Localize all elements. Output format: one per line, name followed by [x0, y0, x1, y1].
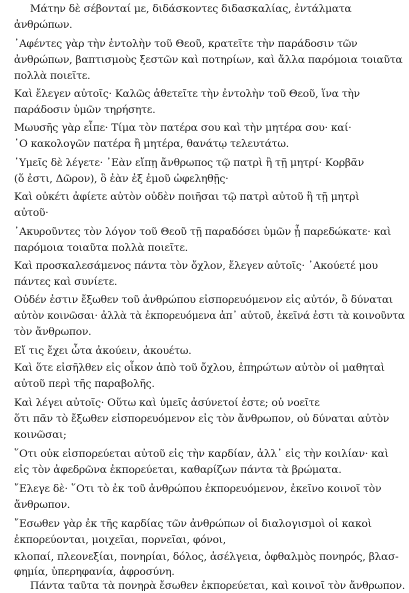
text-line: ῾Ο κακολογῶν πατέρα ἢ μητέρα, θανάτῳ τελευτάτω. — [14, 138, 289, 150]
text-line: αὐτοῦ· — [14, 207, 49, 219]
text-line: κλοπαί, πλεονεξίαι, πονηρίαι, δόλος, ἀσέλγεια, ὀφθαλμὸς πονηρός, βλασ- — [14, 551, 399, 563]
text-line: ᾿Αφέντες γὰρ τὴν ἐντολὴν τοῦ Θεοῦ, κρατεῖτε τὴν παράδοσιν τῶν — [14, 38, 358, 50]
text-line: Πάντα ταῦτα τὰ πονηρὰ ἔσωθεν ἐκπορεύεται, καὶ κοινοῖ τὸν ἄνθρωπον. — [30, 580, 406, 592]
text-line: πάντες καὶ συνίετε. — [14, 276, 118, 288]
text-line: ἀνθρώπων. — [14, 19, 73, 31]
text-line: Καὶ οὐκέτι ἀφίετε αὐτὸν οὐδὲν ποιῆσαι τῷ πατρὶ αὐτοῦ ἢ τῇ μητρὶ — [14, 191, 360, 203]
text-line: ἄνθρωπον. — [14, 499, 71, 511]
text-line: αὐτὸν κοινῶσαι· ἀλλὰ τὰ ἐκπορευόμενα ἀπ᾿ αὐτοῦ, ἐκεῖνά ἐστι τὰ κοινοῦντα — [14, 310, 405, 322]
text-line: ἀνθρώπων, βαπτισμοὺς ξεστῶν καὶ ποτηρίων, καὶ ἄλλα παρόμοια τοιαῦτα — [14, 54, 403, 66]
text-line: (ὅ ἐστι, Δῶρον), ὃ ἐὰν ἐξ ἐμοῦ ὠφεληθῇς· — [14, 173, 229, 185]
text-line: ἐκπορεύονται, μοιχεῖαι, πορνεῖαι, φόνοι, — [14, 534, 226, 546]
text-line: φημία, ὑπερηφανία, ἀφροσύνη. — [14, 566, 175, 578]
text-line: Καὶ ὅτε εἰσῆλθεν εἰς οἶκον ἀπὸ τοῦ ὄχλου, ἐπηρώτων αὐτὸν οἱ μαθηταὶ — [14, 362, 385, 374]
text-line: ῾Υμεῖς δὲ λέγετε· ᾿Εὰν εἴπῃ ἄνθρωπος τῷ πατρὶ ἢ τῇ μητρί· Κορβᾶν — [14, 157, 364, 169]
text-line: τὸν ἄνθρωπον. — [14, 326, 92, 338]
text-line: Οὐδέν ἐστιν ἔξωθεν τοῦ ἀνθρώπου εἰσπορευόμενον εἰς αὐτόν, ὃ δύναται — [14, 294, 393, 306]
text-line: Καὶ ἔλεγεν αὐτοῖς· Καλῶς ἀθετεῖτε τὴν ἐντολὴν τοῦ Θεοῦ, ἵνα τὴν — [14, 88, 360, 100]
text-line: ὅτι πᾶν τὸ ἔξωθεν εἰσπορευόμενον εἰς τὸν ἄνθρωπον, οὐ δύναται αὐτὸν — [14, 413, 390, 425]
text-line: ᾿Ακυροῦντες τὸν λόγον τοῦ Θεοῦ τῇ παραδόσει ὑμῶν ᾗ παρεδώκατε· καὶ — [14, 226, 392, 238]
text-line: ῎Εσωθεν γὰρ ἐκ τῆς καρδίας τῶν ἀνθρώπων οἱ διαλογισμοὶ οἱ κακοὶ — [14, 518, 372, 530]
text-line: παράδοσιν ὑμῶν τηρήσητε. — [14, 104, 156, 116]
text-line: Μάτην δὲ σέβονταί με, διδάσκοντες διδασκαλίας, ἐντάλματα — [30, 3, 352, 15]
text-line: Εἴ τις ἔχει ὦτα ἀκούειν, ἀκουέτω. — [14, 345, 192, 357]
text-line: Μωυσῆς γὰρ εἶπε· Τίμα τὸν πατέρα σου καὶ τὴν μητέρα σου· καί· — [14, 122, 352, 134]
text-line: πολλὰ ποιεῖτε. — [14, 70, 91, 82]
text-line: εἰς τὸν ἀφεδρῶνα ἐκπορεύεται, καθαρίζων πάντα τὰ βρώματα. — [14, 464, 342, 476]
text-line: ῎Ελεγε δὲ· ῞Οτι τὸ ἐκ τοῦ ἀνθρώπου ἐκπορευόμενον, ἐκεῖνο κοινοῖ τὸν — [14, 483, 382, 495]
text-line: κοινῶσαι; — [14, 429, 67, 441]
text-line: παρόμοια τοιαῦτα πολλὰ ποιεῖτε. — [14, 242, 188, 254]
text-line: αὐτοῦ περὶ τῆς παραβολῆς. — [14, 378, 155, 390]
text-line: Καὶ προσκαλεσάμενος πάντα τὸν ὄχλον, ἔλεγεν αὐτοῖς· ᾿Ακούετέ μου — [14, 260, 378, 272]
text-line: ῞Οτι οὐκ εἰσπορεύεται αὐτοῦ εἰς τὴν καρδίαν, ἀλλ᾿ εἰς τὴν κοιλίαν· καὶ — [14, 448, 389, 460]
text-line: Καὶ λέγει αὐτοῖς· Οὕτω καὶ ὑμεῖς ἀσύνετοί ἐστε; οὐ νοεῖτε — [14, 397, 320, 409]
